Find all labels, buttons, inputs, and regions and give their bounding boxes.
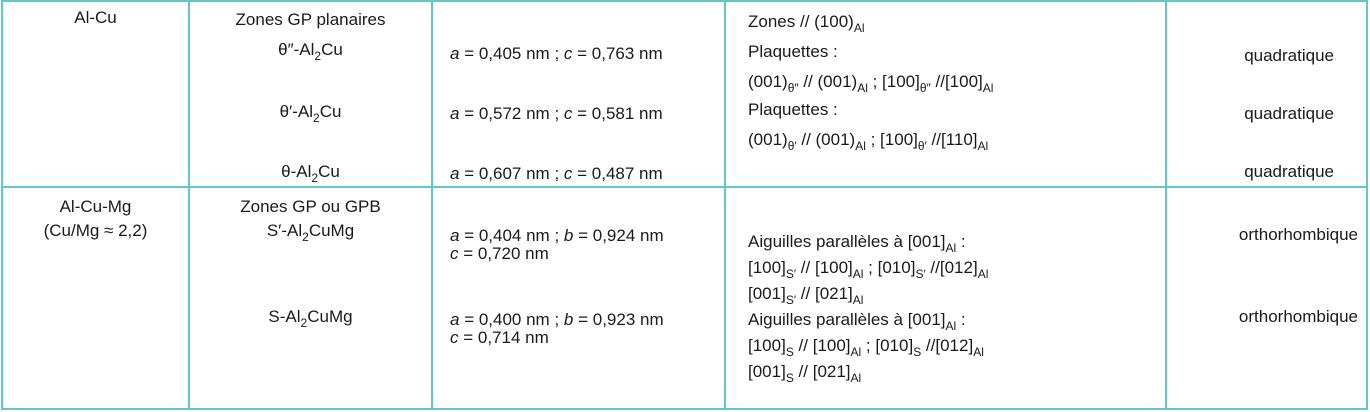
orientation-relation: $[100]_{S'} // [100]_{Al}$ ; $[010]_{S'}$ $//[012]_{Al}$: [748, 258, 989, 282]
lattice-params: c = 0,720 nm: [450, 244, 549, 264]
crystal-structure: orthorhombique: [1238, 307, 1358, 327]
lattice-params-cell: [432, 1, 725, 187]
lattice-params: a = 0,405 nm ; c = 0,763 nm: [450, 44, 663, 63]
orientation-relation: $(001)_{\theta''} // (001)_{Al}$ ; $[100]_{\theta''}$ $//[100]_{Al}$: [748, 72, 994, 95]
phase-name: $\theta'-Al_2Cu$: [279, 102, 342, 125]
crystal-structure: quadratique: [1244, 46, 1334, 65]
morphology-text: Plaquettes :: [748, 42, 838, 61]
lattice-params: a = 0,607 nm ; c = 0,487 nm: [450, 164, 663, 183]
morphology-text: Plaquettes :: [748, 100, 838, 119]
lattice-params: a = 0,400 nm ; b = 0,923 nm: [450, 310, 664, 330]
orientation-relation: $[001]_S // [021]_{Al}$: [748, 362, 862, 386]
crystal-structure: orthorhombique: [1238, 225, 1358, 245]
phase-name: $\theta''-Al_2Cu$: [278, 40, 343, 63]
alloy-name: Al-Cu-Mg: [59, 197, 132, 217]
lattice-params: a = 0,572 nm ; c = 0,581 nm: [450, 104, 663, 123]
structure-cell: [1166, 187, 1367, 409]
alloy-name: Al-Cu: [74, 8, 117, 27]
alloy-cell: [2, 1, 189, 187]
phase-cell: [189, 187, 432, 409]
table-row: [2, 1, 1367, 187]
morphology-text: Aiguilles parallèles à $[001]_{Al}$ :: [748, 232, 966, 256]
table-row: [2, 187, 1367, 409]
morphology-cell: [725, 1, 1166, 187]
alloy-cell: [2, 187, 189, 409]
phase-name: Zones GP ou GPB: [240, 197, 381, 217]
lattice-params: a = 0,404 nm ; b = 0,924 nm: [450, 226, 664, 246]
precipitation-table: [1, 0, 1368, 410]
phase-name: $\theta-Al_2Cu$: [281, 162, 340, 185]
morphology-text: Aiguilles parallèles à $[001]_{Al}$ :: [748, 310, 966, 334]
structure-cell: [1166, 1, 1367, 187]
alloy-ratio: (Cu/Mg ≈ 2,2): [43, 221, 148, 241]
crystal-structure: quadratique: [1244, 104, 1334, 123]
phase-name: $S-Al_2CuMg$: [268, 307, 353, 331]
lattice-params: c = 0,714 nm: [450, 328, 549, 348]
morphology-cell: [725, 187, 1166, 409]
morphology-text: Zones // $(100)_{Al}$: [748, 12, 865, 35]
phase-name: Zones GP planaires: [235, 10, 386, 29]
orientation-relation: $(001)_{\theta'} // (001)_{Al}$ ; $[100]_{\theta'}$ $//[110]_{Al}$: [748, 130, 989, 153]
phase-cell: [189, 1, 432, 187]
lattice-params-cell: [432, 187, 725, 409]
orientation-relation: $[100]_S // [100]_{Al}$ ; $[010]_S$ $//[012]_{Al}$: [748, 336, 984, 360]
orientation-relation: $[001]_{S'} // [021]_{Al}$: [748, 284, 864, 308]
crystal-structure: quadratique: [1244, 162, 1334, 181]
phase-name: $S'-Al_2CuMg$: [266, 221, 355, 245]
